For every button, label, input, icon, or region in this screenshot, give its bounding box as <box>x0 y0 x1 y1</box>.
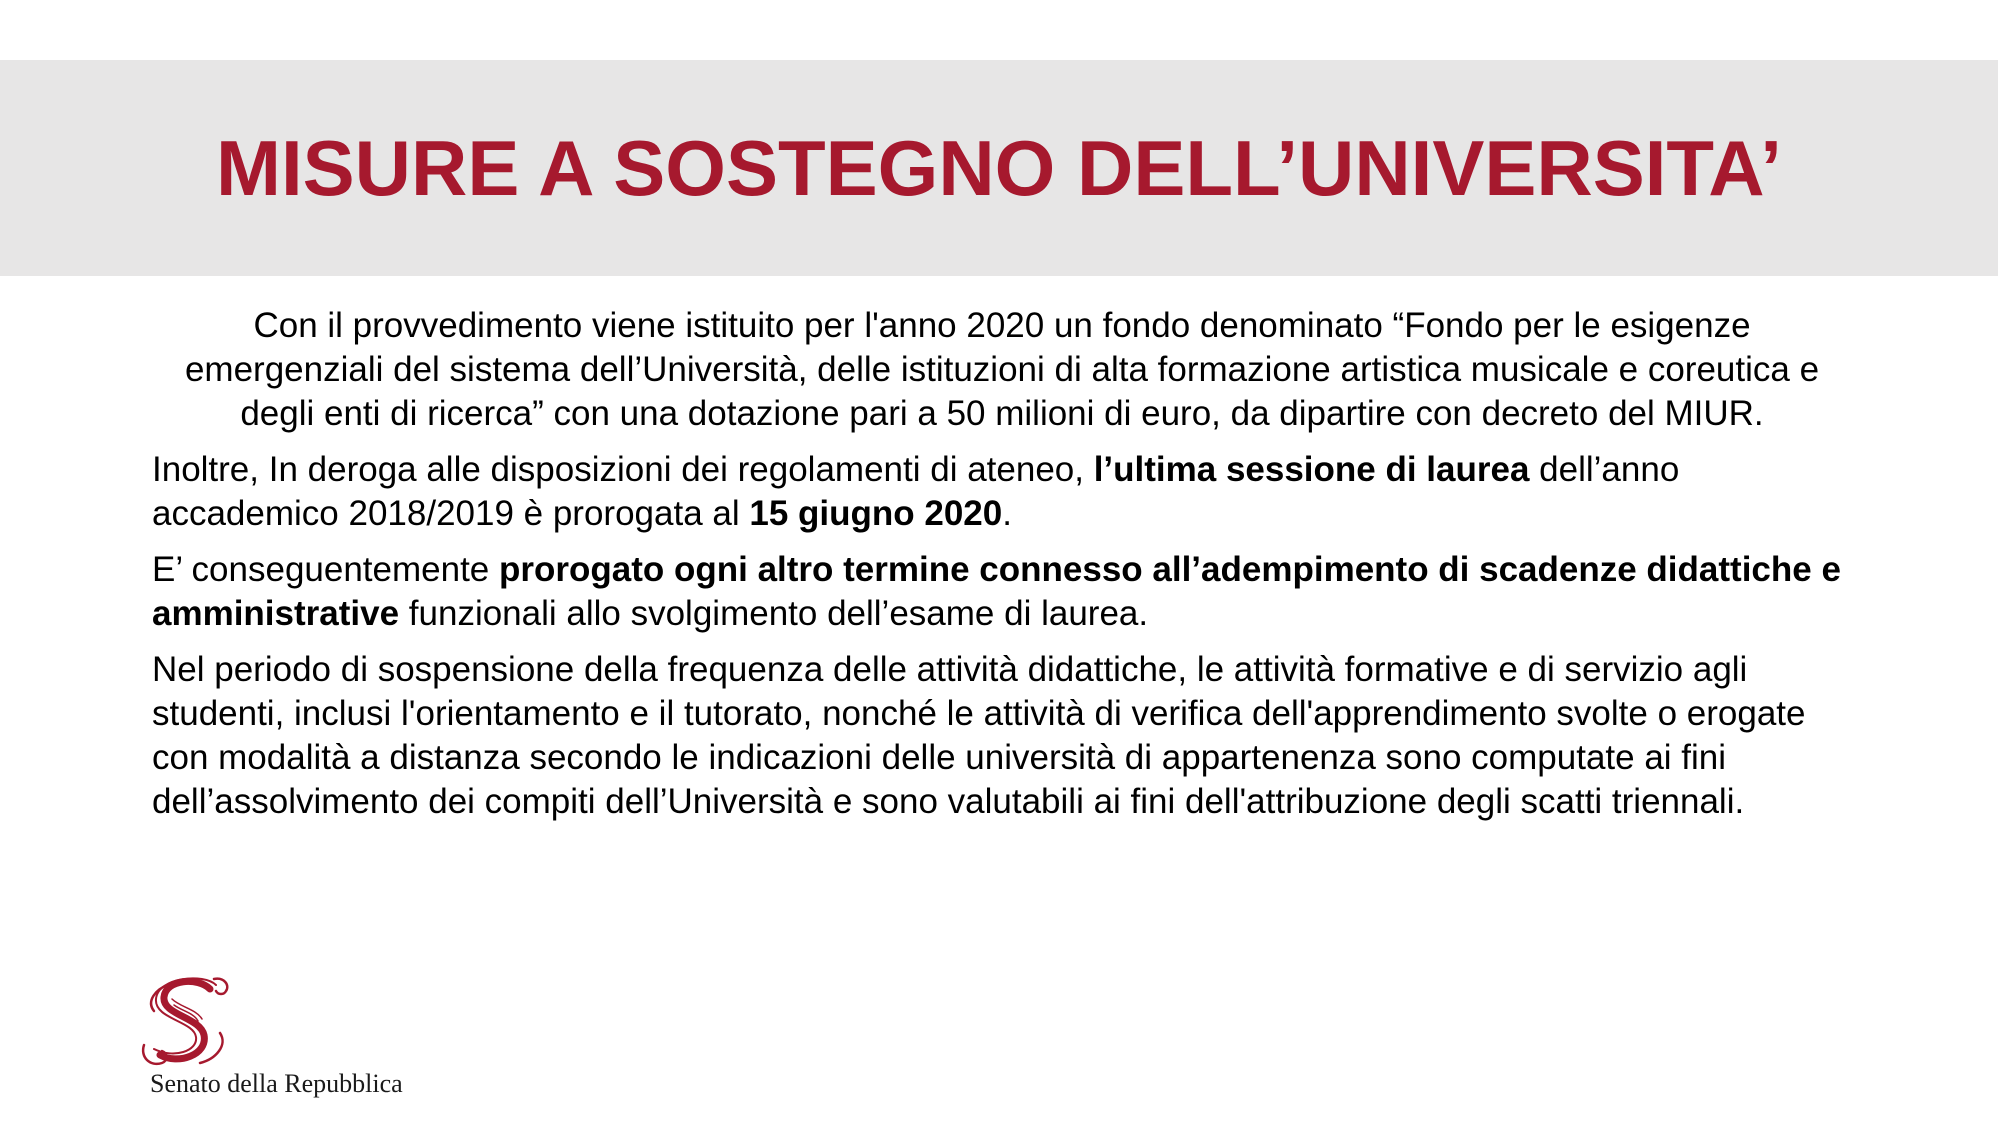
paragraph-fund: Con il provvedimento viene istituito per l'anno 2020 un fondo denominato “Fondo per le esigenze emergenziali del sistema dell’Università, delle istituzioni di alta formazione artistica musicale e coreutica e degli enti di ricerca” con una dotazione pari a 50 milioni di euro, da dipartire con decreto del MIUR. <box>184 306 1820 433</box>
bold-segment: l’ultima sessione di laurea <box>1093 450 1530 489</box>
senato-s-monogram-icon <box>138 975 238 1073</box>
paragraph-remote-activities: Nel periodo di sospensione della frequenza delle attività didattiche, le attività formative e di servizio agli studenti, inclusi l'orientamento e il tutorato, nonché le attività di verifica dell'apprendimento svolte o erogate con modalità a distanza secondo le indicazioni delle università di appartenenza sono computate ai fini dell’assolvimento dei compiti dell’Università e sono valutabili ai fini dell'attribuzione degli scatti triennali. <box>152 650 1806 821</box>
title-band <box>0 60 1998 276</box>
senato-logo <box>138 975 458 1105</box>
slide-title: MISURE A SOSTEGNO DELL’UNIVERSITA’ <box>216 123 1782 212</box>
text-segment: funzionali allo svolgimento dell’esame di laurea. <box>399 594 1149 633</box>
paragraph-graduation-session <box>152 448 1852 536</box>
text-segment: . <box>1002 494 1012 533</box>
text-segment: Inoltre, In deroga alle disposizioni dei regolamenti di ateneo, <box>152 450 1094 489</box>
paragraph-deadlines <box>152 548 1852 636</box>
text-segment: E’ conseguentemente <box>152 550 499 589</box>
senato-logo-text: Senato della Repubblica <box>150 1069 403 1098</box>
slide-body <box>152 304 1852 836</box>
bold-segment: prorogato ogni altro termine connesso all’adempimento di scadenze didattiche e amministrative <box>152 550 1841 633</box>
bold-date: 15 giugno 2020 <box>749 494 1003 533</box>
text-segment: dell’anno accademico 2018/2019 è prorogata al <box>152 450 1680 533</box>
